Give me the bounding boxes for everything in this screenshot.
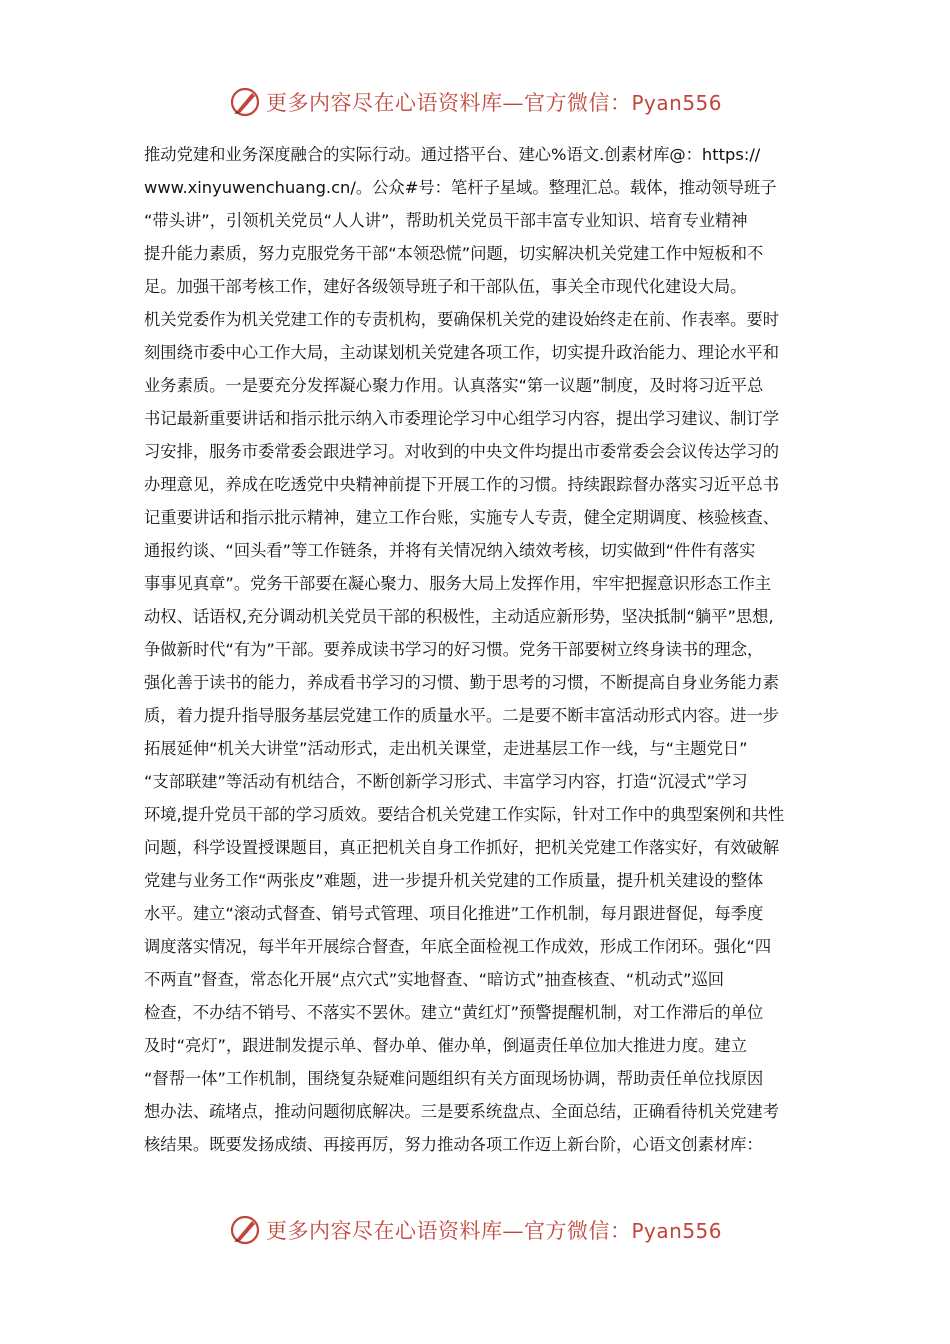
body-line: “带头讲”，引领机关党员“人人讲”，帮助机关党员干部丰富专业知识、培育专业精神 bbox=[144, 211, 748, 230]
body-line: 书记最新重要讲话和指示批示纳入市委理论学习中心组学习内容，提出学习建议、制订学 bbox=[144, 409, 779, 428]
body-line: 检查，不办结不销号、不落实不罢休。建立“黄红灯”预警提醒机制，对工作滞后的单位 bbox=[144, 1003, 764, 1022]
body-line: 推动党建和业务深度融合的实际行动。通过搭平台、建心%语文.创素材库@：https:// bbox=[144, 145, 761, 164]
body-line: 拓展延伸“机关大讲堂”活动形式，走出机关课堂，走进基层工作一线，与“主题党日” bbox=[144, 739, 748, 758]
body-line: 办理意见，养成在吃透党中央精神前提下开展工作的习惯。持续跟踪督办落实习近平总书 bbox=[144, 475, 779, 494]
header-wechat-id: Pyan556 bbox=[631, 91, 722, 115]
document-body bbox=[144, 138, 810, 1161]
body-line: 记重要讲话和指示批示精神，建立工作台账，实施专人专责，健全定期调度、核验核查、 bbox=[144, 508, 779, 527]
body-line: 问题，科学设置授课题目，真正把机关自身工作抓好，把机关党建工作落实好，有效破解 bbox=[144, 838, 779, 857]
body-line: 事事见真章”。党务干部要在凝心聚力、服务大局上发挥作用，牢牢把握意识形态工作主 bbox=[144, 574, 772, 593]
body-line: 争做新时代“有为”干部。要养成读书学习的好习惯。党务干部要树立终身读书的理念， bbox=[144, 640, 764, 659]
body-line: 习安排，服务市委常委会跟进学习。对收到的中央文件均提出市委常委会会议传达学习的 bbox=[144, 442, 779, 461]
footer-banner-text: 更多内容尽在心语资料库—官方微信：Pyan556 bbox=[265, 1219, 722, 1243]
body-line: 核结果。既要发扬成绩、再接再厉，努力推动各项工作迈上新台阶，心语文创素材库： bbox=[144, 1135, 763, 1154]
header-banner-text: 更多内容尽在心语资料库—官方微信：Pyan556 bbox=[265, 91, 722, 115]
body-line: 业务素质。一是要充分发挥凝心聚力作用。认真落实“第一议题”制度，及时将习近平总 bbox=[144, 376, 764, 395]
body-line: 不两直”督查，常态化开展“点穴式”实地督查、“暗访式”抽查核查、“机动式”巡回 bbox=[144, 970, 725, 989]
body-line: 水平。建立“滚动式督查、销号式管理、项目化推进”工作机制，每月跟进督促，每季度 bbox=[144, 904, 764, 923]
body-line: www.xinyuwenchuang.cn/。公众#号：笔杆子星域。整理汇总。载体，推动领导班子 bbox=[144, 178, 777, 197]
body-line: 环境,提升党员干部的学习质效。要结合机关党建工作实际，针对工作中的典型案例和共性 bbox=[144, 805, 785, 824]
body-line: 质，着力提升指导服务基层党建工作的质量水平。二是要不断丰富活动形式内容。进一步 bbox=[144, 706, 779, 725]
body-line: 强化善于读书的能力，养成看书学习的习惯、勤于思考的习惯，不断提高自身业务能力素 bbox=[144, 673, 779, 692]
body-line: 通报约谈、“回头看”等工作链条，并将有关情况纳入绩效考核，切实做到“件件有落实 bbox=[144, 541, 756, 560]
header-banner bbox=[0, 82, 950, 122]
footer-wechat-id: Pyan556 bbox=[631, 1219, 722, 1243]
body-line: 机关党委作为机关党建工作的专责机构，要确保机关党的建设始终走在前、作表率。要时 bbox=[144, 310, 779, 329]
body-line: 刻围绕市委中心工作大局，主动谋划机关党建各项工作，切实提升政治能力、理论水平和 bbox=[144, 343, 779, 362]
body-line: 足。加强干部考核工作，建好各级领导班子和干部队伍，事关全市现代化建设大局。 bbox=[144, 277, 747, 296]
body-line: 党建与业务工作“两张皮”难题，进一步提升机关党建的工作质量，提升机关建设的整体 bbox=[144, 871, 764, 890]
pen-circle-icon bbox=[228, 85, 262, 119]
body-line: 想办法、疏堵点，推动问题彻底解决。三是要系统盘点、全面总结，正确看待机关党建考 bbox=[144, 1102, 779, 1121]
body-line: 动权、话语权,充分调动机关党员干部的积极性，主动适应新形势，坚决抵制“躺平”思想, bbox=[144, 607, 774, 626]
body-line: “督帮一体”工作机制，围绕复杂疑难问题组织有关方面现场协调，帮助责任单位找原因 bbox=[144, 1069, 764, 1088]
pen-circle-icon bbox=[228, 1213, 262, 1247]
footer-banner bbox=[0, 1210, 950, 1250]
body-line: “支部联建”等活动有机结合，不断创新学习形式、丰富学习内容，打造“沉浸式”学习 bbox=[144, 772, 748, 791]
body-line: 调度落实情况，每半年开展综合督查，年底全面检视工作成效，形成工作闭环。强化“四 bbox=[144, 937, 772, 956]
body-line: 及时“亮灯”，跟进制发提示单、督办单、催办单，倒逼责任单位加大推进力度。建立 bbox=[144, 1036, 747, 1055]
body-line: 提升能力素质，努力克服党务干部“本领恐慌”问题，切实解决机关党建工作中短板和不 bbox=[144, 244, 764, 263]
